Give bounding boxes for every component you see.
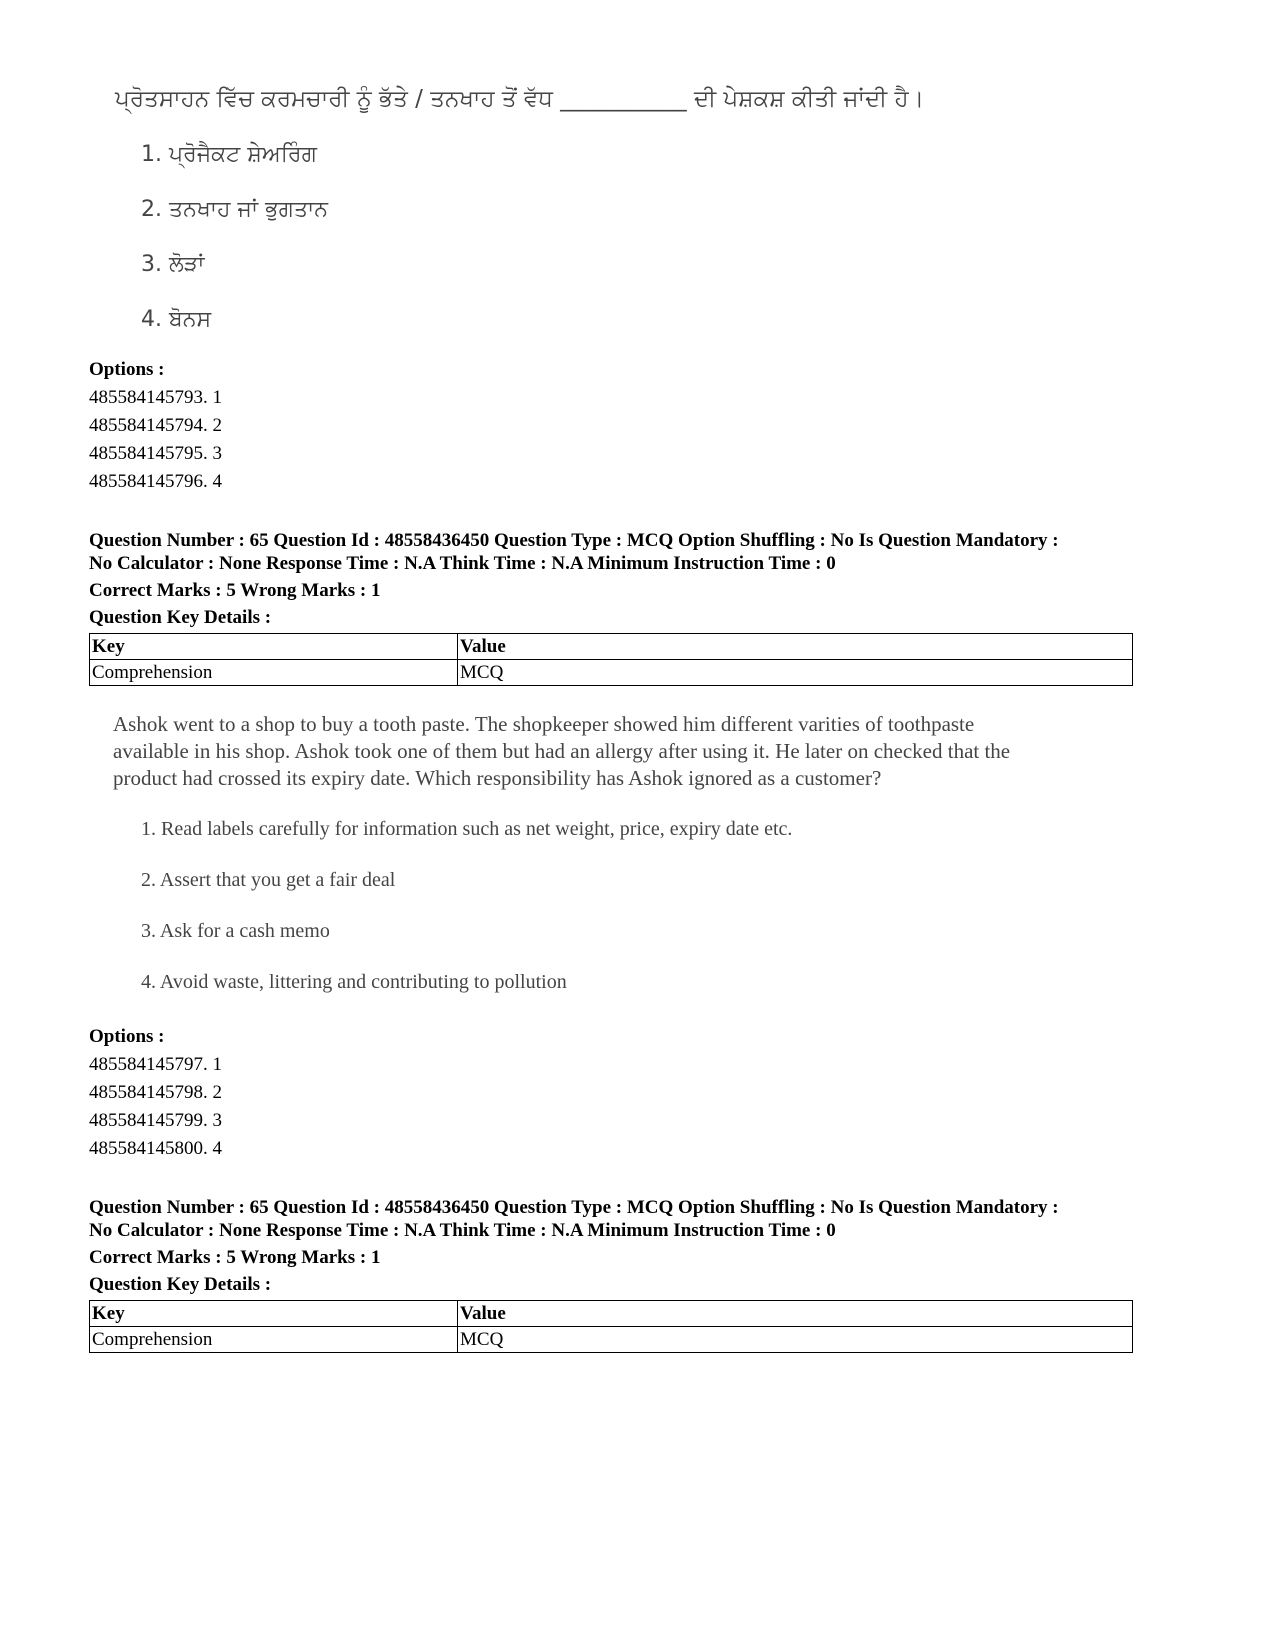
marks-line: Correct Marks : 5 Wrong Marks : 1 [89,580,381,601]
table-header-key: Key [90,1301,458,1327]
choice-4: 4. ਬੋਨਸ [141,307,212,332]
choice-2: 2. Assert that you get a fair deal [141,869,396,891]
option-item: 485584145796. 4 [89,471,222,492]
choice-1: 1. ਪ੍ਰੋਜੈਕਟ ਸ਼ੇਅਰਿੰਗ [141,142,317,167]
options-heading: Options : [89,1026,165,1047]
options-block-1 [89,356,222,496]
table-cell-value: MCQ [458,1327,1133,1353]
options-heading: Options : [89,359,165,380]
key-details-heading: Question Key Details : [89,1274,272,1295]
table-header-row [90,1301,1133,1327]
choice-3: 3. ਲੋੜਾਂ [141,252,205,277]
question-meta-line-2: No Calculator : None Response Time : N.A Think Time : N.A Minimum Instruction Time : 0 [89,553,836,574]
key-details-heading: Question Key Details : [89,607,272,628]
table-header-key: Key [90,634,458,660]
key-value-table [89,1300,1133,1353]
choice-2: 2. ਤਨਖਾਹ ਜਾਂ ਭੁਗਤਾਨ [141,197,329,222]
table-header-row [90,634,1133,660]
table-cell-key: Comprehension [90,1327,458,1353]
table-cell-value: MCQ [458,660,1133,686]
choice-3: 3. Ask for a cash memo [141,920,330,942]
choice-4: 4. Avoid waste, littering and contributing to pollution [141,971,567,993]
table-row [90,1327,1133,1353]
question-meta-line-1: Question Number : 65 Question Id : 48558436450 Question Type : MCQ Option Shuffling : No Is Question Mandatory : [89,530,1059,551]
choice-1: 1. Read labels carefully for information such as net weight, price, expiry date etc. [141,818,793,840]
marks-line: Correct Marks : 5 Wrong Marks : 1 [89,1247,381,1268]
question-stem-line: Ashok went to a shop to buy a tooth paste. The shopkeeper showed him different varities of toothpaste [113,712,975,736]
option-item: 485584145793. 1 [89,387,222,408]
option-item: 485584145799. 3 [89,1110,222,1131]
option-item: 485584145794. 2 [89,415,222,436]
question-stem-line: product had crossed its expiry date. Which responsibility has Ashok ignored as a customer? [113,766,882,790]
table-header-value: Value [458,1301,1133,1327]
question-meta-line-2: No Calculator : None Response Time : N.A Think Time : N.A Minimum Instruction Time : 0 [89,1220,836,1241]
question-meta-2 [89,1196,1149,1353]
question-image-english [113,712,1093,1002]
question-meta-1 [89,529,1149,686]
options-block-2 [89,1023,222,1163]
question-image-punjabi [115,82,925,342]
key-value-table [89,633,1133,686]
table-cell-key: Comprehension [90,660,458,686]
option-item: 485584145795. 3 [89,443,222,464]
option-item: 485584145800. 4 [89,1138,222,1159]
table-row [90,660,1133,686]
table-header-value: Value [458,634,1133,660]
option-item: 485584145797. 1 [89,1054,222,1075]
question-meta-line-1: Question Number : 65 Question Id : 48558436450 Question Type : MCQ Option Shuffling : No Is Question Mandatory : [89,1197,1059,1218]
question-stem-line: available in his shop. Ashok took one of them but had an allergy after using it. He later on checked that the [113,739,1011,763]
option-item: 485584145798. 2 [89,1082,222,1103]
question-stem: ਪ੍ਰੋਤਸਾਹਨ ਵਿੱਚ ਕਰਮਚਾਰੀ ਨੂੰ ਭੱਤੇ / ਤਨਖਾਹ ਤੋਂ ਵੱਧ ___________ ਦੀ ਪੇਸ਼ਕਸ਼ ਕੀਤੀ ਜਾਂਦੀ ਹੈ। [115,86,925,112]
